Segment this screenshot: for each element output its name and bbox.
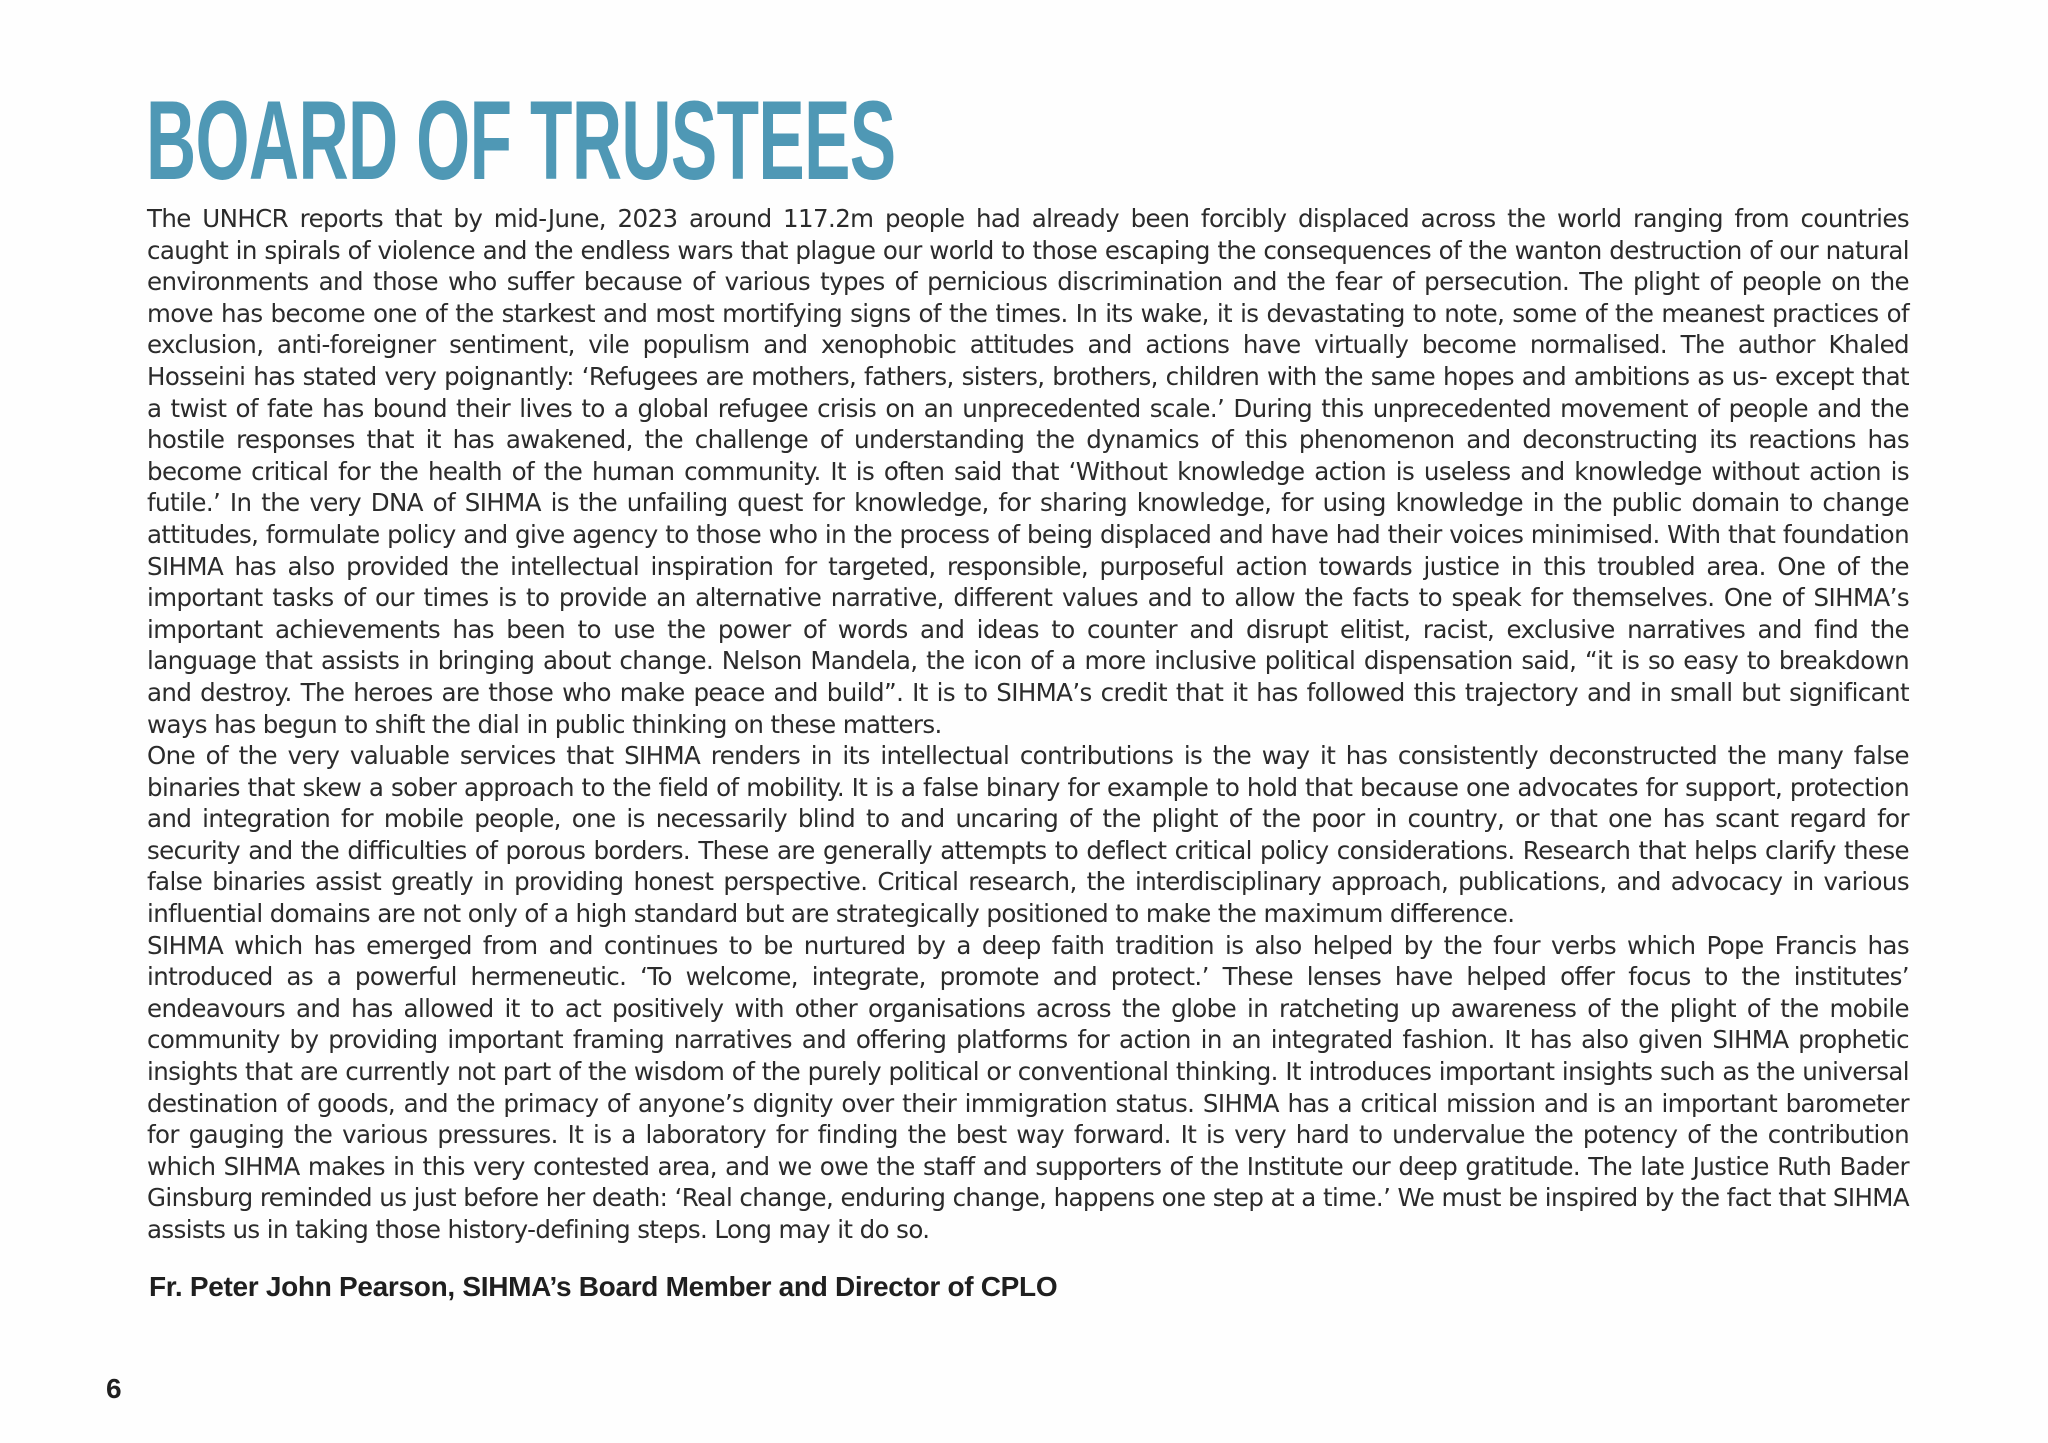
body-paragraph: The UNHCR reports that by mid-June, 2023 around 117.2m people had already been forcibly displaced across the world ranging from countries caught in spirals of violence and the endless wars that plague our world to those escaping the consequences of the wanton destruction of our natural environments and those who suffer because of various types of pernicious discrimination and the fear of persecution. The plight of people on the move has become one of the starkest and most mortifying signs of the times. In its wake, it is devastating to note, some of the meanest practices of exclusion, anti-foreigner sentiment, vile populism and xenophobic attitudes and actions have virtually become normalised. The author Khaled Hosseini has stated very poignantly: ‘Refugees are mothers, fathers, sisters, brothers, children with the same hopes and ambitions as us- except that a twist of fate has bound their lives to a global refugee crisis on an unprecedented scale.’ During this unprecedented movement of people and the hostile responses that it has awakened, the challenge of understanding the dynamics of this phenomenon and deconstructing its reactions has become critical for the health of the human community. It is often said that ‘Without knowledge action is useless and knowledge without action is futile.’ In the very DNA of SIHMA is the unfailing quest for knowledge, for sharing knowledge, for using knowledge in the public domain to change attitudes, formulate policy and give agency to those who in the process of being displaced and have had their voices minimised. With that foundation SIHMA has also provided the intellectual inspiration for targeted, responsible, purposeful action towards justice in this troubled area. One of the important tasks of our times is to provide an alternative narrative, different values and to allow the facts to speak for themselves. One of SIHMA’s important achievements has been to use the power of words and ideas to counter and disrupt elitist, racist, exclusive narratives and find the language that assists in bringing about change. Nelson Mandela, the icon of a more inclusive political dispensation said, “it is so easy to breakdown and destroy. The heroes are those who make peace and build”. It is to SIHMA’s credit that it has followed this trajectory and in small but significant ways has begun to shift the dial in public thinking on these matters. [147, 204, 1909, 739]
article-body [147, 203, 1909, 1246]
page-number: 6 [106, 1373, 122, 1404]
author-signature: Fr. Peter John Pearson, SIHMA’s Board Member and Director of CPLO [149, 1271, 1058, 1302]
page-title: BOARD OF TRUSTEES [146, 78, 896, 203]
body-paragraph: One of the very valuable services that SIHMA renders in its intellectual contributions is the way it has consistently deconstructed the many false binaries that skew a sober approach to the field of mobility. It is a false binary for example to hold that because one advocates for support, protection and integration for mobile people, one is necessarily blind to and uncaring of the plight of the poor in country, or that one has scant regard for security and the difficulties of porous borders. These are generally attempts to deflect critical policy considerations. Research that helps clarify these false binaries assist greatly in providing honest perspective. Critical research, the interdisciplinary approach, publications, and advocacy in various influential domains are not only of a high standard but are strategically positioned to make the maximum difference. [147, 741, 1909, 929]
body-paragraph: SIHMA which has emerged from and continues to be nurtured by a deep faith tradition is also helped by the four verbs which Pope Francis has introduced as a powerful hermeneutic. ‘To welcome, integrate, promote and protect.’ These lenses have helped offer focus to the institutes’ endeavours and has allowed it to act positively with other organisations across the globe in ratcheting up awareness of the plight of the mobile community by providing important framing narratives and offering platforms for action in an integrated fashion. It has also given SIHMA prophetic insights that are currently not part of the wisdom of the purely political or conventional thinking. It introduces important insights such as the universal destination of goods, and the primacy of anyone’s dignity over their immigration status. SIHMA has a critical mission and is an important barometer for gauging the various pressures. It is a laboratory for finding the best way forward. It is very hard to undervalue the potency of the contribution which SIHMA makes in this very contested area, and we owe the staff and supporters of the Institute our deep gratitude. The late Justice Ruth Bader Ginsburg reminded us just before her death: ‘Real change, enduring change, happens one step at a time.’ We must be inspired by the fact that SIHMA assists us in taking those history-defining steps. Long may it do so. [147, 930, 1909, 1244]
